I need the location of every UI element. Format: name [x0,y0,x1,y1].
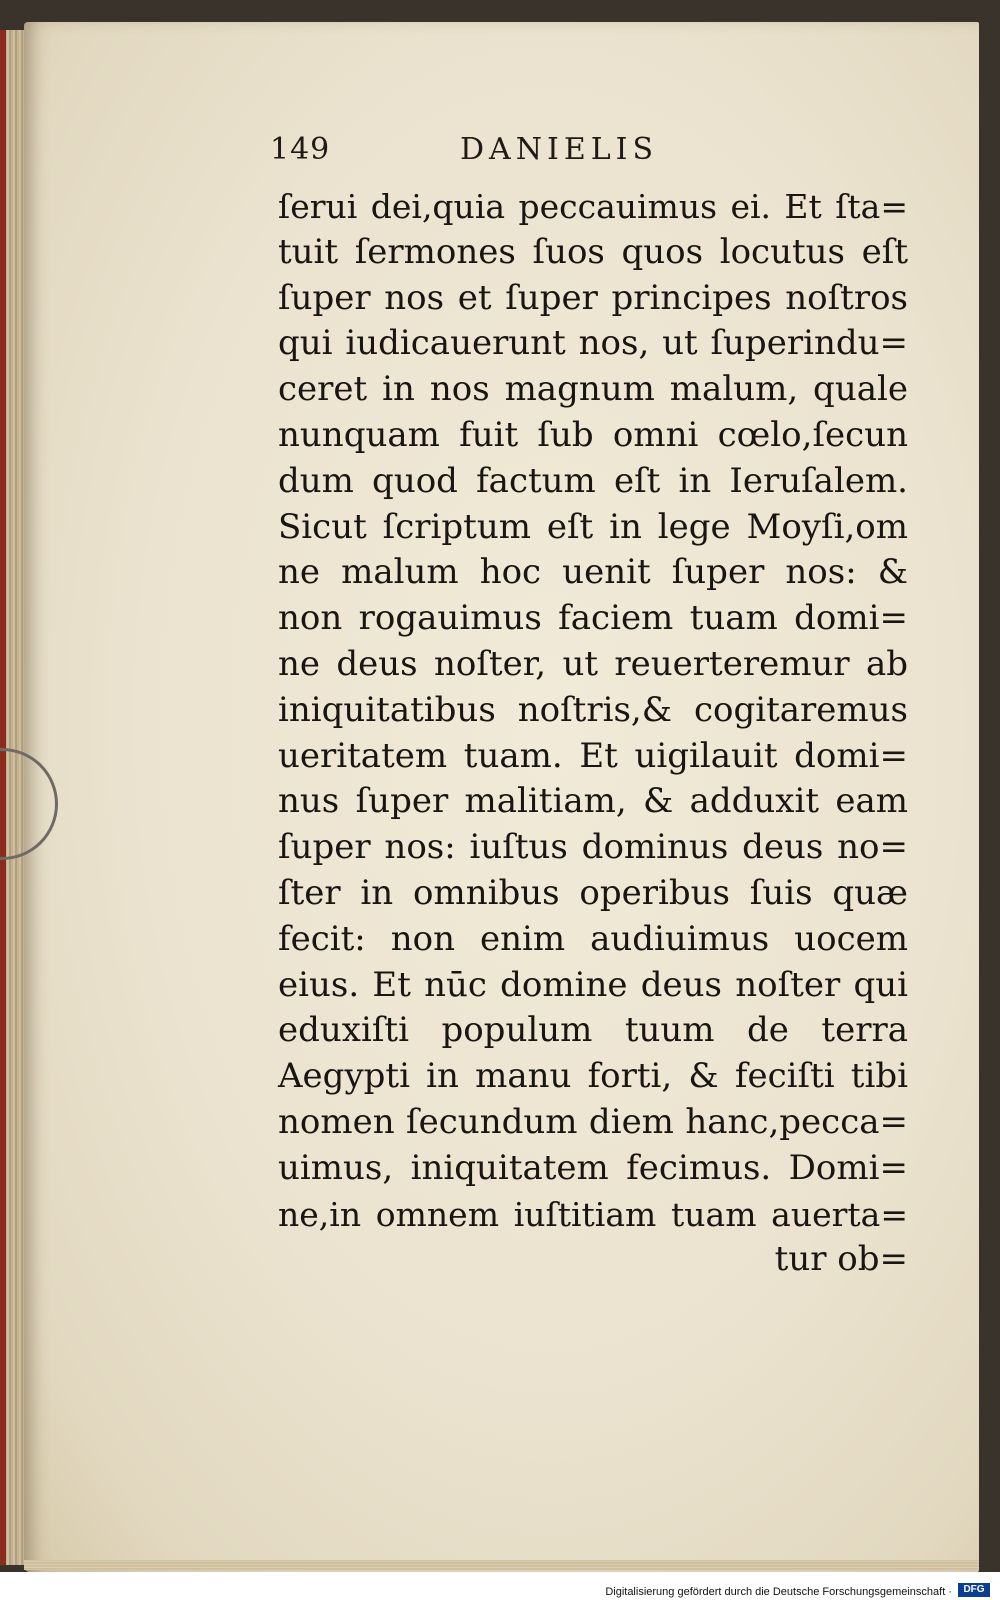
text-line: ſuper nos: iuſtus dominus deus no= [278,827,908,868]
text-line: fecit: non enim audiuimus uocem [278,918,908,959]
text-line: qui iudicauerunt nos, ut ſuperindu= [278,323,908,364]
text-line: tuit ſermones ſuos quos locutus eſt [278,231,908,272]
text-line: nus ſuper malitiam, & adduxit eam [278,781,908,822]
page-header [270,128,690,178]
text-line: eduxiſti populum tuum de terra [278,1010,908,1051]
text-line: non rogauimus faciem tuam domi= [278,598,908,639]
page-number: 149 [270,132,331,167]
text-block [278,184,908,1283]
text-line: ne deus noſter, ut reuerteremur ab [278,643,908,684]
text-line: ne malum hoc uenit ſuper nos: & [278,552,908,593]
text-line: ueritatem tuam. Et uigilauit domi= [278,735,908,776]
text-line: uimus, iniquitatem fecimus. Domi= [278,1147,908,1188]
text-line: ceret in nos magnum malum, quale [278,369,908,410]
text-line: nunquam fuit ſub omni cœlo,ſecun [278,414,908,455]
running-head: DANIELIS [460,132,659,167]
text-line: nomen ſecundum diem hanc,pecca= [278,1101,908,1142]
text-line: eius. Et nūc domine deus noſter qui [278,964,908,1005]
page-bottom-edge [24,1560,979,1570]
text-line: Aegypti in manu forti, & feciſti tibi [278,1056,908,1097]
text-line: ne,in omnem iuſtitiam tuam auerta= [278,1194,908,1234]
dfg-logo: DFG [958,1583,990,1597]
text-line: ſerui dei,quia peccauimus ei. Et ſta= [278,187,908,226]
text-line: ſuper nos et ſuper principes noſtros [278,277,908,318]
text-line: tur ob= [774,1239,908,1280]
text-line: iniquitatibus noſtris,& cogitaremus [278,689,908,730]
text-line: ſter in omnibus operibus ſuis quæ [278,872,908,913]
digitization-credit: Digitalisierung gefördert durch die Deutsche Forschungsgemeinschaft · [605,1586,952,1598]
text-line: dum quod factum eſt in Ieruſalem. [278,460,908,501]
text-line: Sicut ſcriptum eſt in lege Moyſi,om [278,506,908,547]
